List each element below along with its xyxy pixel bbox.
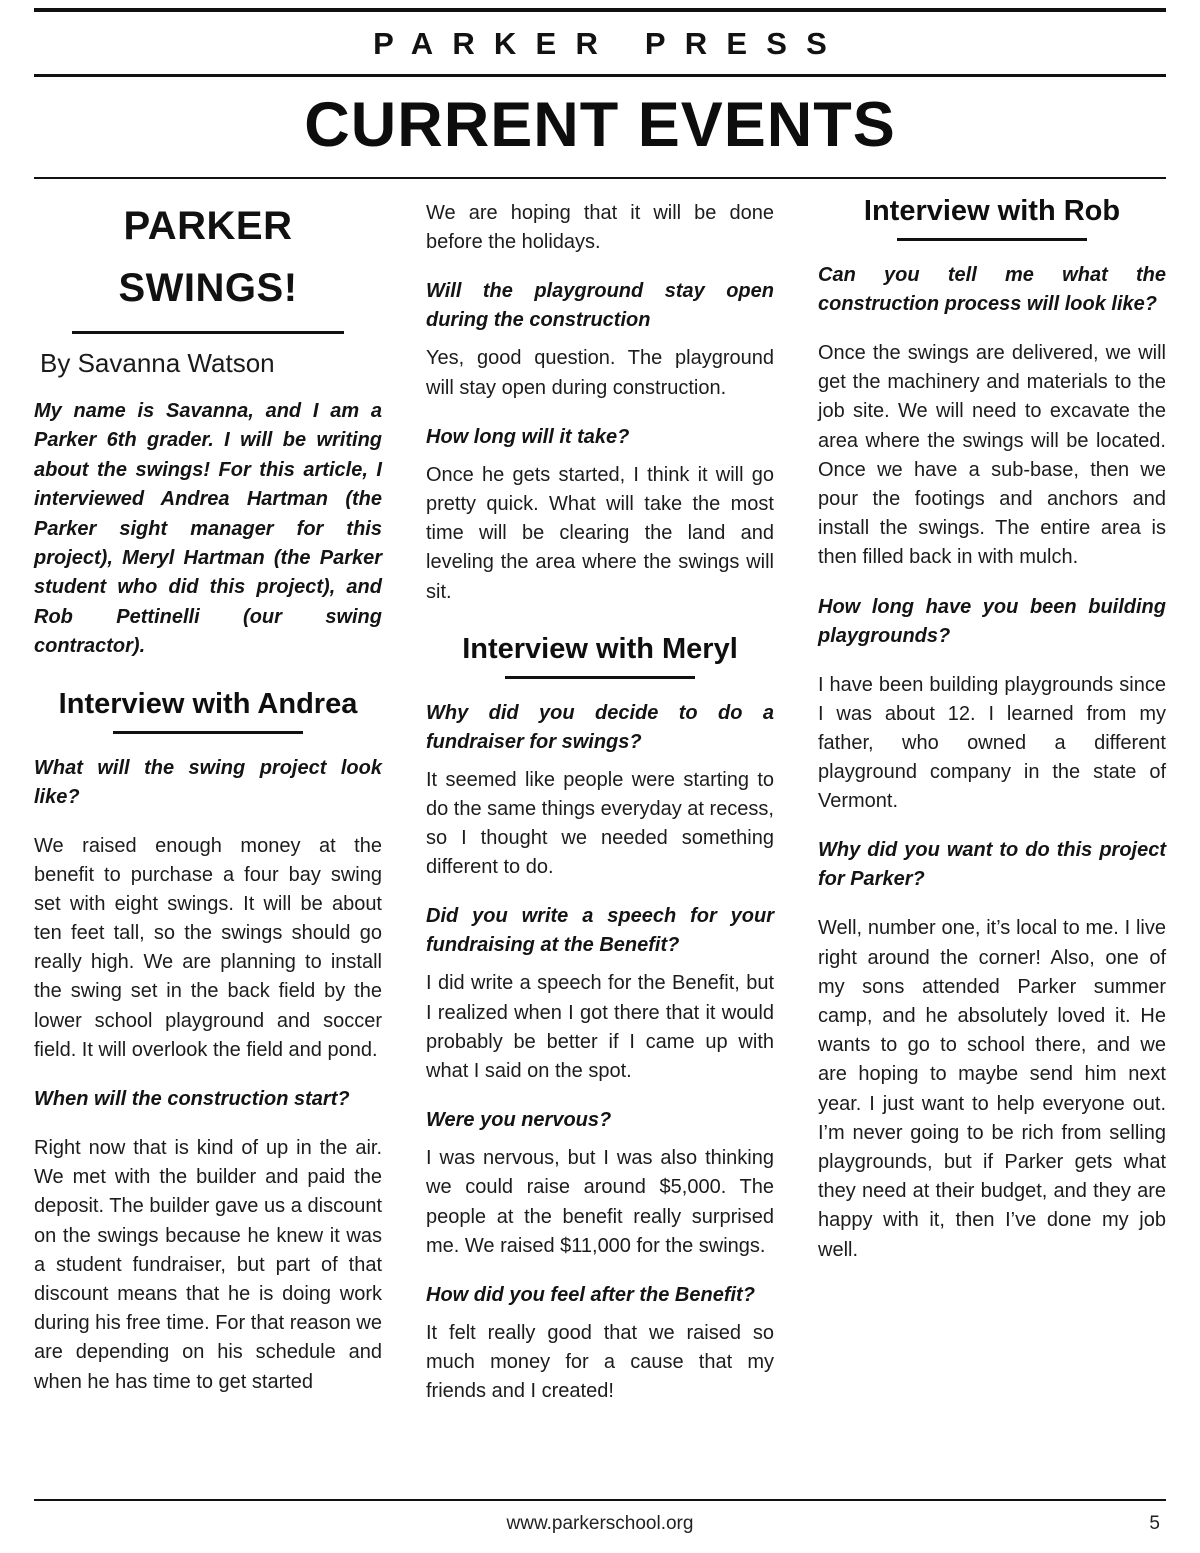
- page-title: CURRENT EVENTS: [304, 90, 896, 160]
- column-1: [34, 193, 382, 1499]
- continuation-paragraph: We are hoping that it will be done before the holidays.: [426, 202, 774, 254]
- section-heading-underline: [113, 731, 303, 734]
- column-3: [818, 193, 1166, 1499]
- footer-url: www.parkerschool.org: [506, 1513, 694, 1534]
- question: Can you tell me what the construction process will look like?: [818, 264, 1166, 315]
- article-title-underline: [72, 331, 343, 334]
- question: Why did you want to do this project for Parker?: [818, 839, 1166, 891]
- answer: Once the swings are delivered, we will get the machinery and materials to the job site. We will need to excavate the area where the swings will be located. Once we have a sub-base, then we pour the footings and anchors and install the swings. The entire area is then filled back in with mulch.: [818, 342, 1166, 569]
- question: How long will it take?: [426, 425, 630, 448]
- question: When will the construction start?: [34, 1088, 350, 1111]
- question: How did you feel after the Benefit?: [426, 1283, 755, 1306]
- answer: It seemed like people were starting to do the same things everyday at recess, so I thought we needed something different to do.: [426, 768, 774, 879]
- column-2: [426, 193, 774, 1499]
- answer: I was nervous, but I was also thinking we could raise around $5,000. The people at the benefit really surprised me. We raised $11,000 for the swings.: [426, 1147, 774, 1257]
- page-header: [34, 8, 1166, 179]
- question: Did you write a speech for your fundraising at the Benefit?: [426, 905, 774, 957]
- answer: We raised enough money at the benefit to purchase a four bay swing set with eight swings. It will be about ten feet tall, so the swings should go really high. We are planning to install the swing set in the back field by the lower school playground and soccer field. It will overlook the field and pond.: [34, 834, 382, 1061]
- article-title-line2: SWINGS!: [118, 266, 298, 310]
- answer: Yes, good question. The playground will stay open during construction.: [426, 347, 774, 399]
- footer-rule: [34, 1499, 1166, 1501]
- page-footer: [34, 1499, 1166, 1539]
- masthead: PARKER PRESS: [373, 26, 847, 61]
- answer: Once he gets started, I think it will go pretty quick. What will take the most time will be clearing the land and leveling the area where the swings will sit.: [426, 463, 774, 603]
- answer: It felt really good that we raised so much money for a cause that my friends and I created!: [426, 1321, 774, 1403]
- question: How long have you been building playgrounds?: [818, 595, 1166, 647]
- footer-row: [34, 1513, 1166, 1539]
- article-title-line1: PARKER: [123, 204, 293, 248]
- article-title: [34, 193, 382, 319]
- answer: I have been building playgrounds since I was about 12. I learned from my father, who owned a different playground company in the state of Vermont.: [818, 673, 1166, 813]
- question: Were you nervous?: [426, 1109, 612, 1132]
- byline: By Savanna Watson: [40, 348, 275, 378]
- question: What will the swing project look like?: [34, 756, 382, 808]
- answer: Right now that is kind of up in the air. We met with the builder and paid the deposit. The builder gave us a discount on the swings because he knew it was a student fundraiser, but part of that discount means that he is doing work during his free time. For that reason we are depending on his schedule and when he has time to get started: [34, 1137, 382, 1393]
- section-heading-meryl: Interview with Meryl: [462, 632, 738, 665]
- answer: Well, number one, it’s local to me. I live right around the corner! Also, one of my sons attended Parker summer camp, and he absolutely loved it. He wants to go to school there, and we are hoping to maybe send him next year. I just want to help everyone out. I’m never going to be rich from selling playgrounds, but if Parker gets what they need at their budget, and they are happy with it, then I’ve done my job well.: [818, 917, 1166, 1261]
- section-heading-underline: [897, 238, 1087, 241]
- section-heading-underline: [505, 676, 695, 679]
- article-columns: [34, 179, 1166, 1499]
- question: Will the playground stay open during the construction: [426, 280, 774, 332]
- page-number: 5: [1149, 1513, 1160, 1534]
- question: Why did you decide to do a fundraiser for swings?: [426, 701, 774, 753]
- section-heading-rob: Interview with Rob: [863, 195, 1121, 227]
- intro-paragraph: My name is Savanna, and I am a Parker 6th grader. I will be writing about the swings! For this article, I interviewed Andrea Hartman (the Parker sight manager for this project), Meryl Hartman (the Parker student who did this project), and Rob Pettinelli (our swing contractor).: [34, 400, 382, 658]
- section-heading-andrea: Interview with Andrea: [58, 687, 358, 720]
- answer: I did write a speech for the Benefit, but I realized when I got there that it would probably be better if I came up with what I said on the spot.: [426, 972, 774, 1082]
